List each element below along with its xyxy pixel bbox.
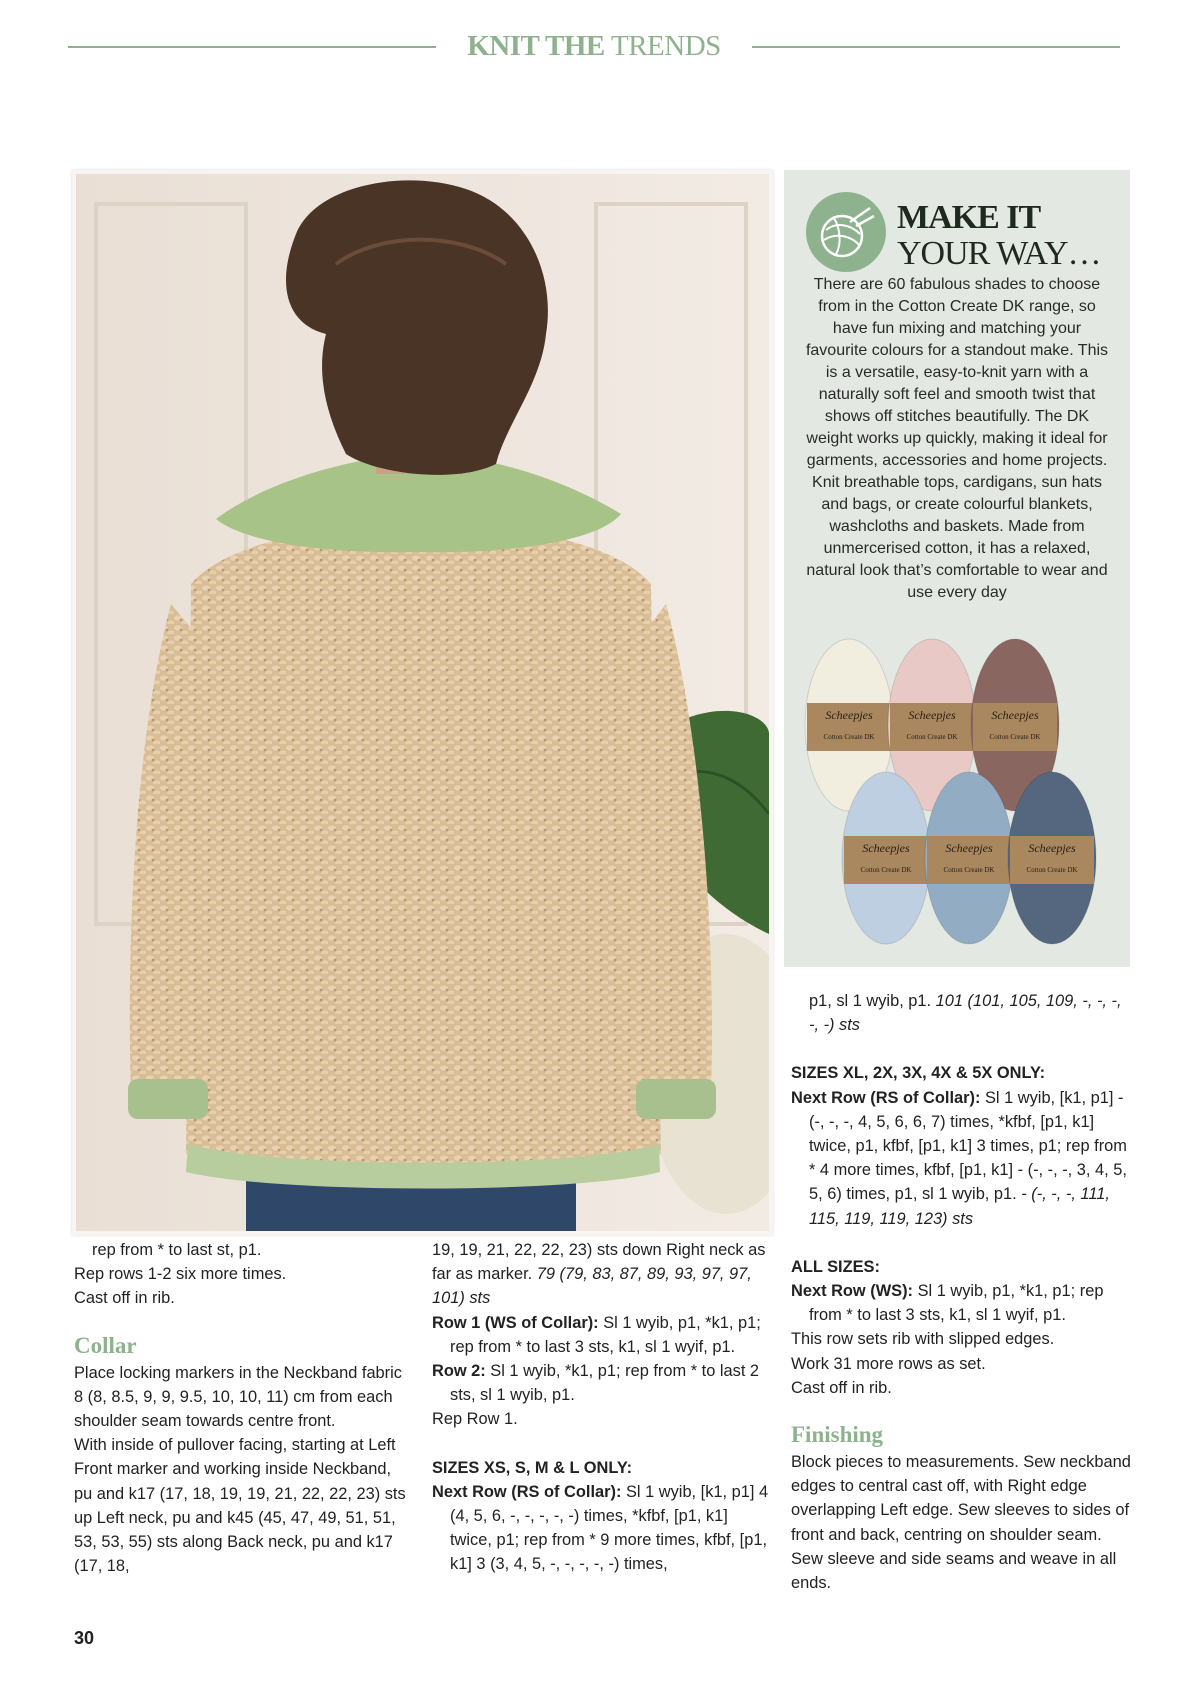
pattern-column-3 bbox=[791, 989, 1131, 1595]
pattern-row bbox=[432, 1311, 772, 1359]
pattern-text: Place locking markers in the Neckband fabric 8 (8, 8.5, 9, 9, 9.5, 10, 10, 11) cm from each shoulder seam towards centre front. bbox=[74, 1363, 402, 1431]
row-text: Sl 1 wyib, [k1, p1] - (-, -, -, 4, 5, 6, 6, 7) times, *kfbf, [p1, k1] twice, p1, kfbf, [p1, k1] 3 times, p1; rep from * 4 more times, kfbf, [p1, k1] - (-, -, -, 3, 4, 5, 5, 6) times, p1, sl 1 wyib, p1. bbox=[809, 1088, 1127, 1204]
pattern-row bbox=[791, 1279, 1131, 1327]
sizes-heading: SIZES XL, 2X, 3X, 4X & 5X ONLY: bbox=[791, 1064, 1046, 1083]
yarn-product-label: Cotton Create DK bbox=[943, 866, 995, 874]
panel-body-text: There are 60 fabulous shades to choose from in the Cotton Create DK range, so have fun mixing and matching your favourite colours for a standout make. This is a versatile, easy-to-knit yarn with a naturally soft feel and smooth twist that shows off stitches beautifully. The DK weight works up quickly, making it ideal for garments, accessories and home projects. Knit breathable tops, cardigans, sun hats and bags, or create colourful blankets, washcloths and baskets. Made from unmercerised cotton, it has a relaxed, natural look that’s comfortable to wear and use every day bbox=[805, 276, 1109, 601]
yarn-skein bbox=[1008, 772, 1096, 944]
yarn-brand-label: Scheepjes bbox=[825, 708, 873, 722]
pattern-text: Cast off in rib. bbox=[791, 1378, 892, 1397]
page-number: 30 bbox=[74, 1628, 95, 1648]
row-label: Next Row (WS): bbox=[791, 1282, 914, 1301]
pattern-text: This row sets rib with slipped edges. bbox=[791, 1330, 1055, 1349]
yarn-product-label: Cotton Create DK bbox=[1026, 866, 1078, 874]
pattern-text: rep from * to last st, p1. bbox=[92, 1241, 262, 1259]
pattern-row bbox=[791, 1086, 1131, 1231]
row-label: Row 1 (WS of Collar): bbox=[432, 1313, 599, 1332]
pattern-text: Work 31 more rows as set. bbox=[791, 1354, 986, 1373]
pattern-text bbox=[791, 989, 1131, 1037]
make-it-your-way-panel bbox=[784, 170, 1130, 967]
panel-title bbox=[897, 200, 1101, 271]
yarn-product-label: Cotton Create DK bbox=[860, 866, 912, 874]
row-label: Next Row (RS of Collar): bbox=[432, 1482, 622, 1501]
row-text: Sl 1 wyib, p1, *k1, p1; rep from * to last 3 sts, k1, sl 1 wyif, p1. bbox=[450, 1313, 761, 1356]
pattern-text: Block pieces to measurements. Sew neckband edges to central cast off, with Right edge overlapping Left edge. Sew sleeves to sides of front and back, centring on shoulder seam. Sew sleeve and side seams and weave in all ends. bbox=[791, 1453, 1131, 1593]
finishing-heading: Finishing bbox=[791, 1422, 884, 1448]
panel-title-line1: MAKE IT bbox=[897, 199, 1041, 236]
pattern-text-span: 19, 19, 21, 22, 22, 23) sts down Right neck as far as marker. bbox=[432, 1241, 766, 1284]
pattern-text: Rep rows 1-2 six more times. bbox=[74, 1265, 287, 1284]
yarn-brand-label: Scheepjes bbox=[908, 708, 956, 722]
panel-title-line2: YOUR WAY… bbox=[897, 234, 1101, 272]
row-text: Sl 1 wyib, *k1, p1; rep from * to last 2 sts, sl 1 wyib, p1. bbox=[450, 1362, 760, 1405]
section-title-bold: KNIT THE bbox=[467, 30, 605, 62]
pattern-row bbox=[432, 1359, 772, 1407]
row-text: Sl 1 wyib, p1, *k1, p1; rep from * to last 3 sts, k1, sl 1 wyif, p1. bbox=[809, 1282, 1104, 1325]
pattern-text-span: p1, sl 1 wyib, p1. bbox=[809, 992, 932, 1010]
pattern-text: Rep Row 1. bbox=[432, 1410, 518, 1429]
yarn-brand-label: Scheepjes bbox=[1028, 841, 1076, 855]
yarn-skeins-image bbox=[804, 630, 1104, 954]
row-label: Next Row (RS of Collar): bbox=[791, 1088, 981, 1107]
yarn-product-label: Cotton Create DK bbox=[906, 733, 958, 741]
pattern-text: With inside of pullover facing, starting at Left Front marker and working inside Neckband, pu and k17 (17, 18, 19, 19, 21, 22, 22, 23) sts up Left neck, pu and k45 (45, 47, 49, 51, 51, 53, 53, 55) sts along Back neck, pu and k17 (17, 18, bbox=[74, 1436, 406, 1576]
sizes-heading: SIZES XS, S, M & L ONLY: bbox=[432, 1458, 633, 1477]
yarn-brand-label: Scheepjes bbox=[945, 841, 993, 855]
yarn-ball-icon bbox=[806, 192, 886, 272]
page-header bbox=[68, 30, 1120, 66]
all-sizes-heading: ALL SIZES: bbox=[791, 1257, 880, 1276]
pattern-row bbox=[432, 1480, 772, 1577]
stitch-count: - (-, -, -, 111, 115, 119, 119, 123) sts bbox=[809, 1185, 1110, 1228]
model-photo bbox=[72, 170, 773, 1235]
row-text: Sl 1 wyib, [k1, p1] 4 (4, 5, 6, -, -, -, -, -) times, *kfbf, [p1, k1] twice, p1; rep from * 9 more times, kfbf, [p1, k1] 3 (3, 4, 5, -, -, -, -, -) times, bbox=[450, 1482, 769, 1574]
yarn-skein bbox=[842, 772, 930, 944]
pattern-text bbox=[432, 1238, 772, 1311]
stitch-count: 101 (101, 105, 109, -, -, -, -, -) sts bbox=[809, 992, 1122, 1035]
pattern-column-1 bbox=[74, 1238, 406, 1578]
yarn-skein bbox=[925, 772, 1013, 944]
yarn-skeins-graphic bbox=[804, 630, 1104, 954]
section-title-light: TRENDS bbox=[611, 30, 721, 62]
stitch-count: 79 (79, 83, 87, 89, 93, 97, 97, 101) sts bbox=[432, 1265, 752, 1308]
header-rule-right bbox=[752, 46, 1120, 48]
yarn-product-label: Cotton Create DK bbox=[989, 733, 1041, 741]
pattern-column-2 bbox=[432, 1238, 772, 1577]
row-label: Row 2: bbox=[432, 1362, 486, 1381]
jumper-back-photo bbox=[76, 174, 769, 1231]
yarn-ball-icon-graphic bbox=[806, 192, 886, 272]
yarn-product-label: Cotton Create DK bbox=[823, 733, 875, 741]
yarn-brand-label: Scheepjes bbox=[862, 841, 910, 855]
yarn-brand-label: Scheepjes bbox=[991, 708, 1039, 722]
collar-heading: Collar bbox=[74, 1332, 137, 1358]
pattern-text: Cast off in rib. bbox=[74, 1289, 175, 1308]
